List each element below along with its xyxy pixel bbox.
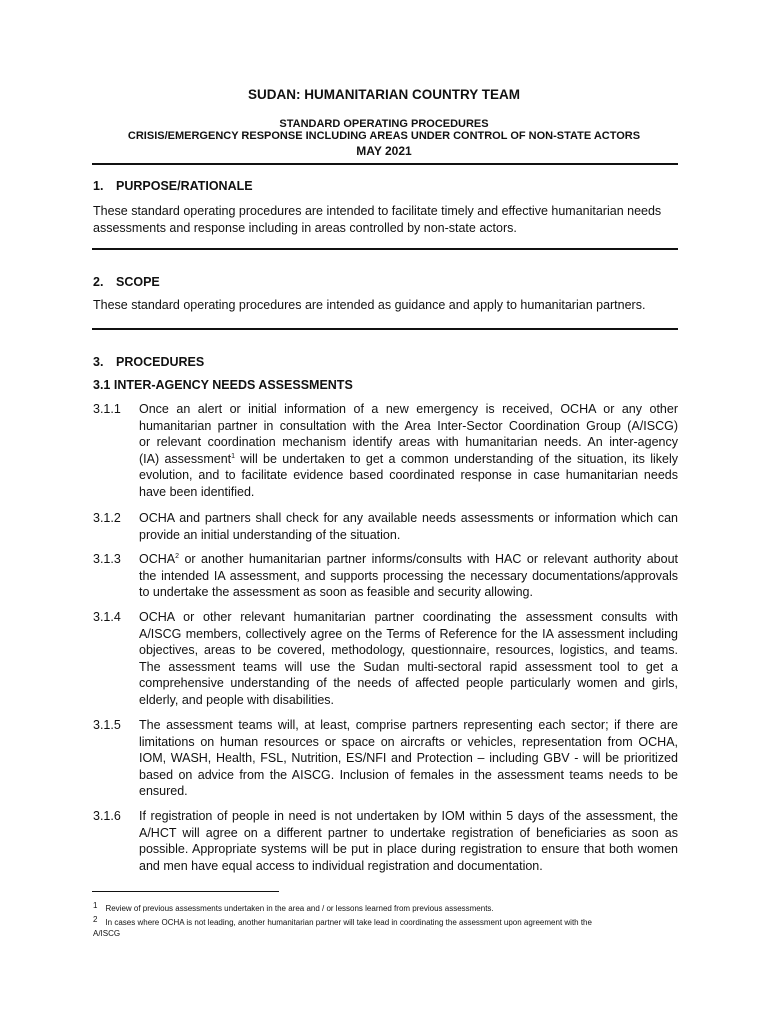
procedure-line: or relevant coordination mechanism identify areas with humanitarian needs. An inter-agency xyxy=(139,435,678,449)
procedure-text xyxy=(139,808,678,874)
procedure-line: limitations on human resources or space on aircrafts or vehicles, representation from OCHA, xyxy=(139,734,678,749)
subsection-heading: 3.1 INTER-AGENCY NEEDS ASSESSMENTS xyxy=(93,378,353,392)
procedure-line: A/ISCG members, collectively agree on the Terms of Reference for the IA assessment including xyxy=(139,626,678,641)
procedure-line: evolution, and to facilitate evidence based coordinated response in case humanitarian needs xyxy=(139,468,678,482)
procedure-line: to undertake the assessment as soon as feasible and security allowing. xyxy=(139,585,533,599)
footnote xyxy=(93,914,678,939)
footnote-text: A/ISCG xyxy=(93,929,121,938)
footnote-marker: 2 xyxy=(175,553,180,560)
footnote-marker: 1 xyxy=(231,452,236,460)
footnote-divider xyxy=(92,891,279,892)
procedure-line: provide an initial understanding of the situation. xyxy=(139,527,401,542)
procedure-number: 3.1.4 xyxy=(93,610,121,624)
procedure-line: based on advice from the AISCG. Inclusion of females in the assessment teams needs to be xyxy=(139,767,678,782)
footnote-text: In cases where OCHA is not leading, another humanitarian partner will take lead in coordinating the assessment upon agreement with the xyxy=(105,918,592,927)
section-heading-procedures xyxy=(93,355,204,369)
procedure-line: elderly, and people with disabilities. xyxy=(139,692,335,707)
procedure-line: the intended IA assessment, and supports processing the necessary documentations/approvals xyxy=(139,568,678,583)
footnote xyxy=(93,900,678,914)
paragraph-line: assessments and response including in areas controlled by non-state actors. xyxy=(93,220,517,235)
procedure-number: 3.1.2 xyxy=(93,511,121,525)
procedure-line: A/HCT will agree on a different partner to undertake registration of beneficiaries as soon as xyxy=(139,825,678,840)
procedure-line: The assessment teams will, at least, comprise partners representing each sector; if there are xyxy=(139,718,678,732)
procedure-line: objectives, areas to be covered, methodology, questionnaire, resources, logistics, and teams. xyxy=(139,643,678,657)
divider xyxy=(92,328,678,330)
paragraph-line: These standard operating procedures are intended as guidance and apply to humanitarian partners. xyxy=(93,298,646,312)
section-heading-purpose xyxy=(93,179,253,193)
procedure-line: and men have equal access to individual registration and documentation. xyxy=(139,858,543,873)
procedure-line: have been identified. xyxy=(139,484,255,499)
procedure-number: 3.1.5 xyxy=(93,718,121,732)
document-subtitle: STANDARD OPERATING PROCEDURES xyxy=(279,118,489,130)
procedure-line: Once an alert or initial information of a new emergency is received, OCHA or any other xyxy=(139,402,678,416)
procedure-text xyxy=(139,510,678,543)
procedure-line: OCHA and partners shall check for any available needs assessments or information which can xyxy=(139,511,678,525)
divider xyxy=(92,163,678,165)
document-subtitle-2: CRISIS/EMERGENCY RESPONSE INCLUDING AREAS UNDER CONTROL OF NON-STATE ACTORS xyxy=(127,130,641,142)
procedure-line: If registration of people in need is not undertaken by IOM within 5 days of the assessment, the xyxy=(139,809,678,823)
procedure-text xyxy=(139,717,678,800)
procedure-text xyxy=(139,609,678,708)
section-title: SCOPE xyxy=(116,275,160,289)
procedure-line: The assessment teams will use the Sudan multi-sectoral rapid assessment tool to get a xyxy=(139,659,678,674)
procedure-line: OCHA or other relevant humanitarian partner coordinating the assessment consults with xyxy=(139,610,678,624)
footnote-number: 2 xyxy=(93,915,98,924)
divider xyxy=(92,248,678,250)
procedure-line: OCHA$^2$ or another humanitarian partner informs/consults with HAC or relevant authority about xyxy=(139,552,678,566)
procedure-number: 3.1.6 xyxy=(93,809,121,823)
procedure-line: humanitarian partner in consultation with the Area Inter-Sector Coordination Group (A/ISCG) xyxy=(139,418,678,433)
paragraph-line: These standard operating procedures are intended to facilitate timely and effective humanitarian needs xyxy=(93,204,662,218)
section-number: 1. xyxy=(93,179,104,193)
procedure-line: (IA) assessment$^1$ will be undertaken to get a common understanding of the situation, its likely xyxy=(139,451,678,466)
footnote-text: Review of previous assessments undertaken in the area and / or lessons learned from previous assessments. xyxy=(105,904,494,913)
procedure-text xyxy=(139,401,678,500)
procedure-line: comprehensive understanding of the needs of affected people particularly women and girls, xyxy=(139,676,678,690)
document-title: SUDAN: HUMANITARIAN COUNTRY TEAM xyxy=(248,87,520,102)
section-paragraph-purpose xyxy=(93,203,678,236)
document-date: MAY 2021 xyxy=(356,144,412,158)
procedure-line: ensured. xyxy=(139,784,188,798)
section-number: 2. xyxy=(93,275,104,289)
section-title: PURPOSE/RATIONALE xyxy=(116,179,253,193)
footnote-number: 1 xyxy=(93,901,98,910)
procedure-text xyxy=(139,551,678,601)
procedure-number: 3.1.1 xyxy=(93,402,121,416)
section-heading-scope xyxy=(93,275,160,289)
procedure-line: IOM, WASH, Health, FSL, Nutrition, ES/NFI and Protection – including GBV - will be prioritized xyxy=(139,751,678,765)
procedure-number: 3.1.3 xyxy=(93,552,121,566)
section-number: 3. xyxy=(93,355,104,369)
section-title: PROCEDURES xyxy=(116,355,205,369)
section-paragraph-scope xyxy=(93,297,678,314)
procedure-line: possible. Appropriate systems will be put in place during registration to ensure that both women xyxy=(139,842,678,856)
